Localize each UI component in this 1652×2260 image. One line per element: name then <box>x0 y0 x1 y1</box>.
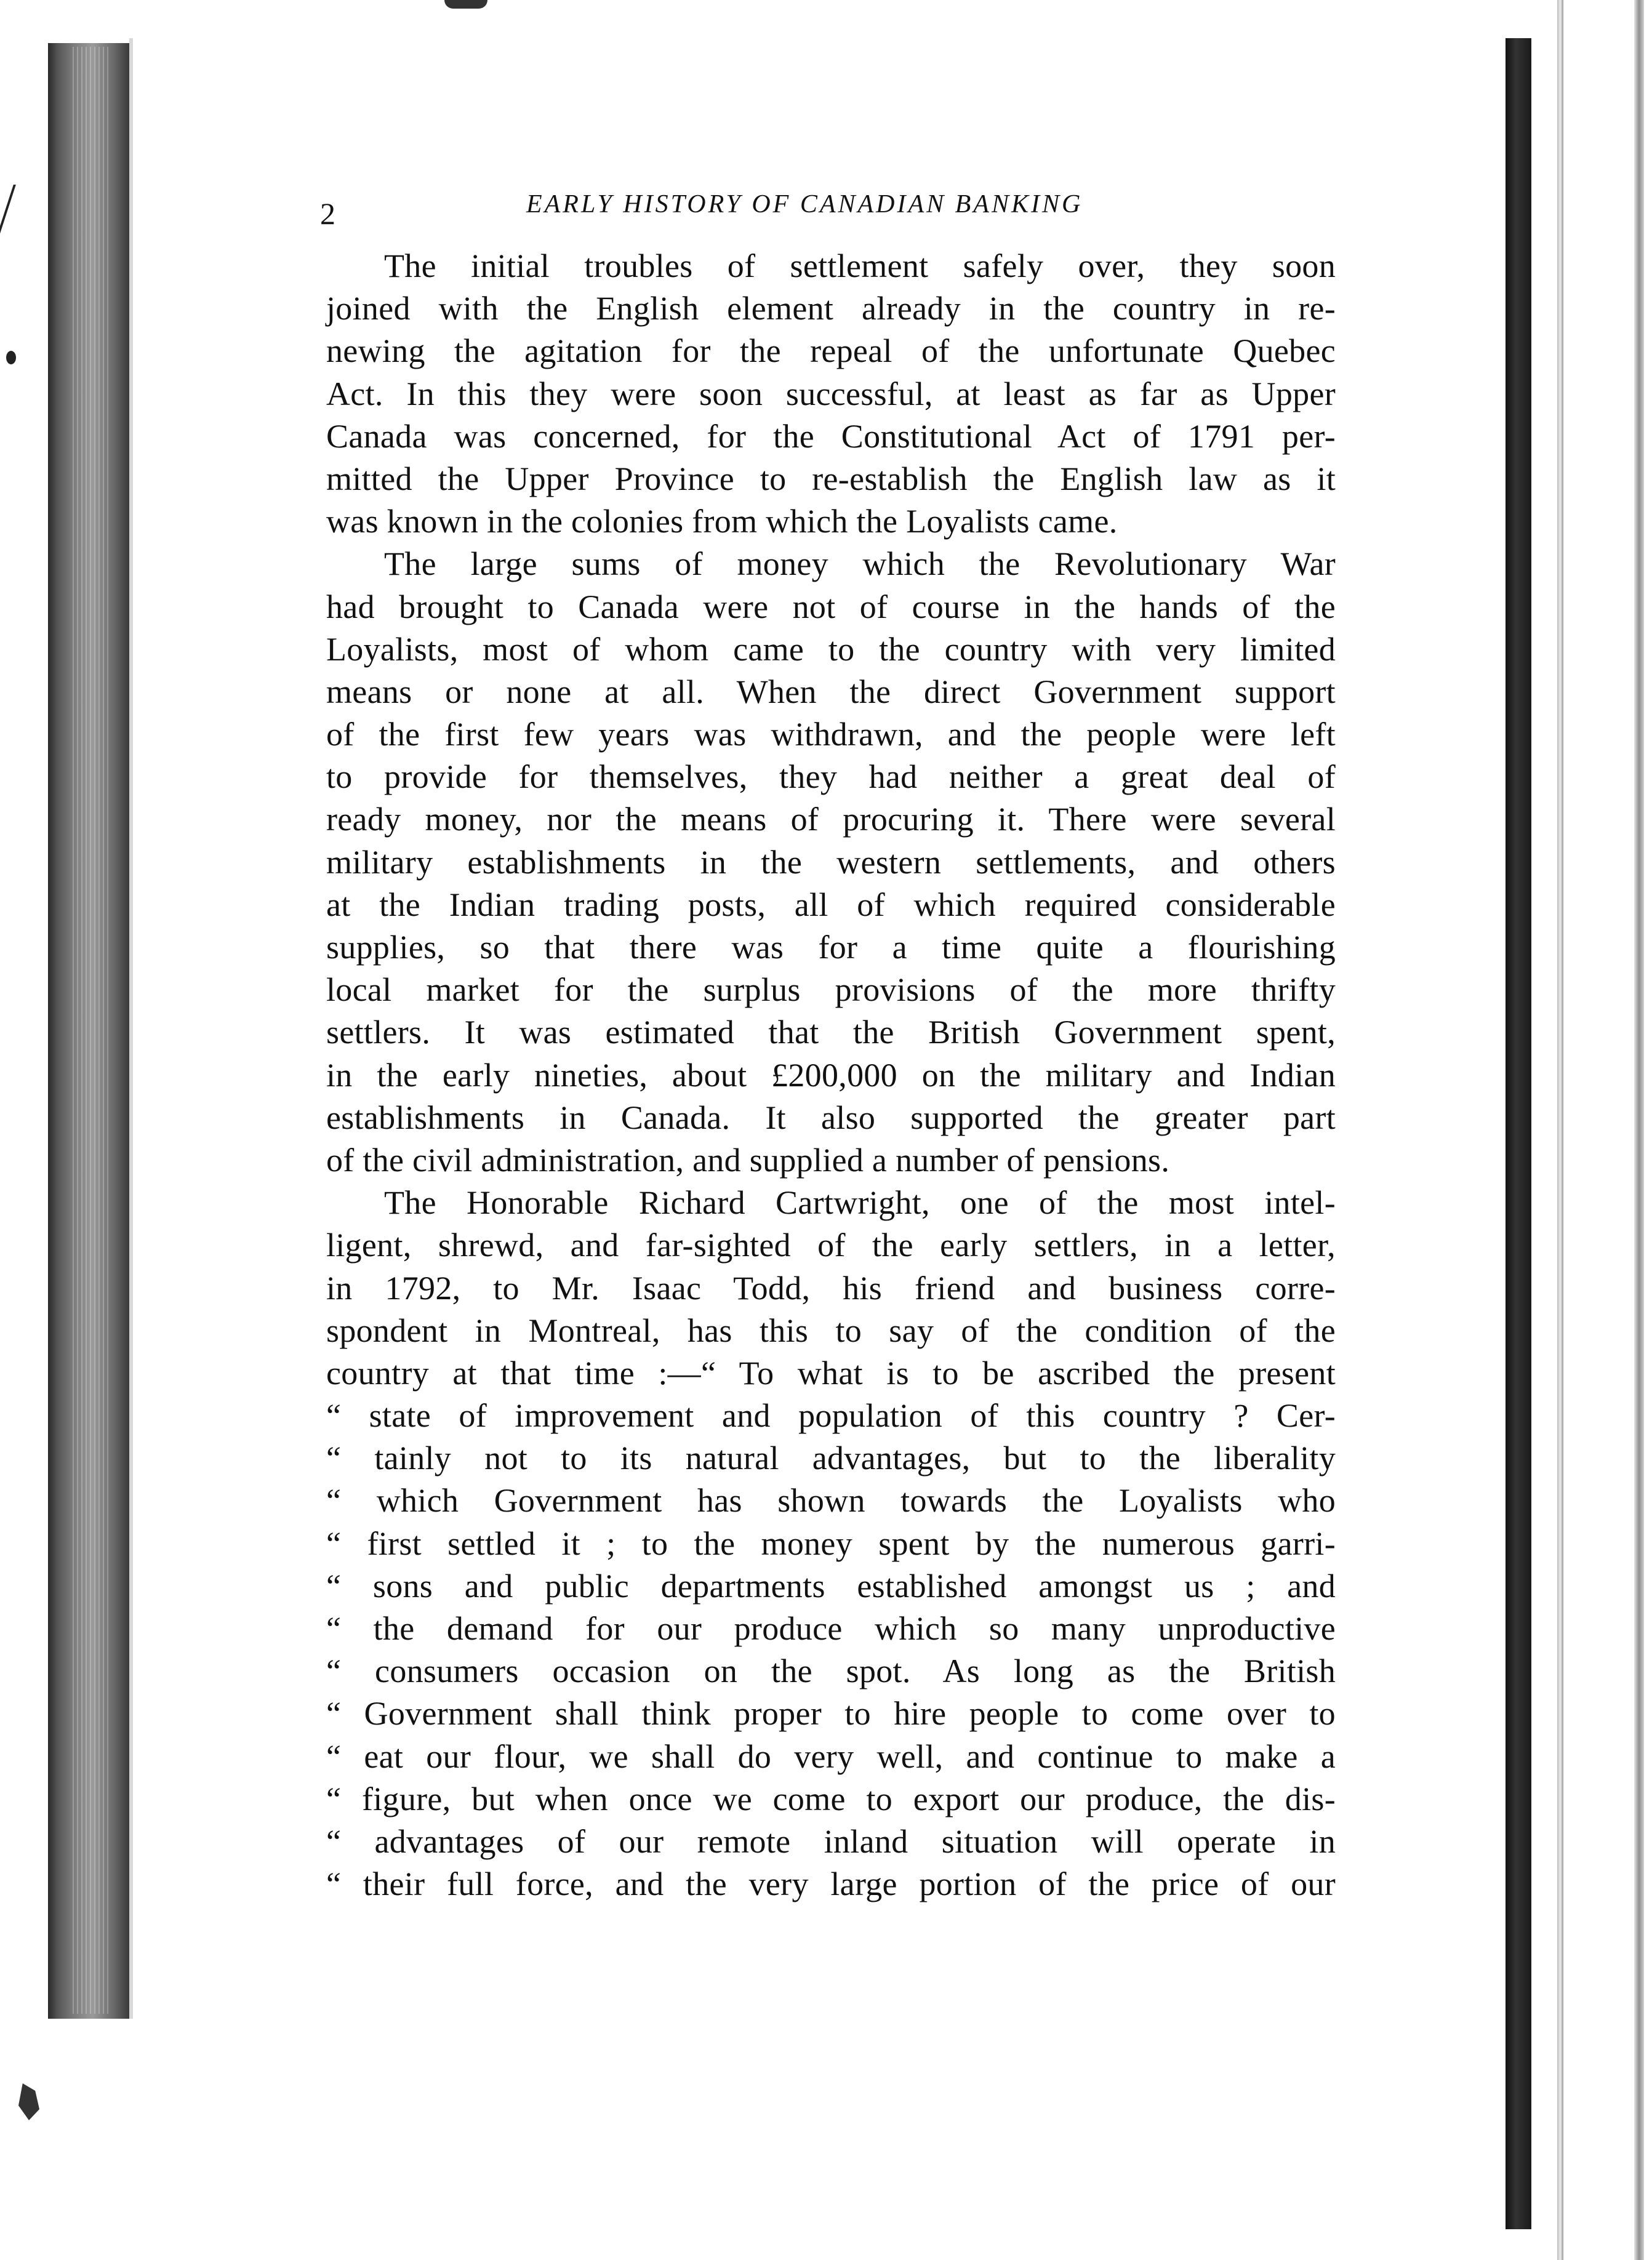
text-line: “ which Government has shown towards the Loyalists who <box>326 1482 1336 1520</box>
text-line: “ the demand for our produce which so many unproductive <box>326 1610 1336 1647</box>
scan-mark-bottom <box>18 2083 39 2120</box>
scan-mark-dot <box>6 351 16 364</box>
text-line: “ tainly not to its natural advantages, but to the liberality <box>326 1440 1336 1477</box>
text-line: joined with the English element already in the country in re- <box>326 290 1336 327</box>
text-line: at the Indian trading posts, all of which required considerable <box>326 886 1336 923</box>
text-line: “ eat our flour, we shall do very well, and continue to make a <box>326 1737 1336 1775</box>
text-line: to provide for themselves, they had neither a great deal of <box>326 758 1336 796</box>
running-head: EARLY HISTORY OF CANADIAN BANKING <box>526 190 1083 218</box>
text-line: The Honorable Richard Cartwright, one of the most intel- <box>384 1184 1336 1222</box>
text-line: of the civil administration, and supplied a number of pensions. <box>326 1141 1170 1179</box>
page-edges-left <box>73 47 110 2014</box>
text-line: settlers. It was estimated that the British Government spent, <box>326 1014 1336 1051</box>
text-line: in the early nineties, about £200,000 on the military and Indian <box>326 1056 1336 1094</box>
text-line: ligent, shrewd, and far-sighted of the early settlers, in a letter, <box>326 1227 1336 1264</box>
text-line: “ their full force, and the very large portion of the price of our <box>326 1865 1336 1903</box>
text-line: of the first few years was withdrawn, and the people were left <box>326 716 1336 753</box>
next-page-rule <box>1557 0 1563 2260</box>
scan-mark-top <box>444 0 487 9</box>
text-line: “ consumers occasion on the spot. As long as the British <box>326 1653 1336 1690</box>
text-line: Act. In this they were soon successful, at least as far as Upper <box>326 375 1336 412</box>
text-line: country at that time :—“ To what is to be ascribed the present <box>326 1354 1336 1392</box>
text-line: spondent in Montreal, has this to say of the condition of the <box>326 1312 1336 1349</box>
text-line: ready money, nor the means of procuring it. There were several <box>326 801 1336 838</box>
paragraph-2 <box>326 543 1336 1182</box>
text-line: military establishments in the western settlements, and others <box>326 843 1336 881</box>
page-number: 2 <box>320 196 335 231</box>
text-line: had brought to Canada were not of course in the hands of the <box>326 588 1336 625</box>
body-text <box>326 245 1336 1905</box>
text-line: mitted the Upper Province to re-establish the English law as it <box>326 460 1336 497</box>
text-line: establishments in Canada. It also supported the greater part <box>326 1099 1336 1136</box>
text-line: in 1792, to Mr. Isaac Todd, his friend and business corre- <box>326 1269 1336 1307</box>
text-line: was known in the colonies from which the Loyalists came. <box>326 503 1118 540</box>
text-line: “ state of improvement and population of this country ? Cer- <box>326 1397 1336 1435</box>
text-line: newing the agitation for the repeal of the unfortunate Quebec <box>326 332 1336 370</box>
text-line: local market for the surplus provisions of the more thrifty <box>326 971 1336 1009</box>
text-line: means or none at all. When the direct Government support <box>326 673 1336 710</box>
paragraph-3 <box>326 1182 1336 1905</box>
scan-mark-left <box>0 185 41 252</box>
text-line: “ advantages of our remote inland situation will operate in <box>326 1822 1336 1860</box>
text-line: “ sons and public departments established amongst us ; and <box>326 1567 1336 1605</box>
text-line: Canada was concerned, for the Constitutional Act of 1791 per- <box>326 417 1336 455</box>
next-page-rule-outer <box>1634 0 1644 2260</box>
text-line: The large sums of money which the Revolutionary War <box>384 545 1336 583</box>
text-line: “ Government shall think proper to hire people to come over to <box>326 1695 1336 1733</box>
text-line: Loyalists, most of whom came to the country with very limited <box>326 630 1336 668</box>
text-line: “ figure, but when once we come to export our produce, the dis- <box>326 1780 1336 1817</box>
book-gutter-right <box>1506 38 1531 2229</box>
paragraph-1 <box>326 245 1336 543</box>
text-line: supplies, so that there was for a time quite a flourishing <box>326 929 1336 966</box>
text-line: The initial troubles of settlement safely over, they soon <box>384 247 1336 284</box>
text-line: “ first settled it ; to the money spent by the numerous garri- <box>326 1525 1336 1562</box>
